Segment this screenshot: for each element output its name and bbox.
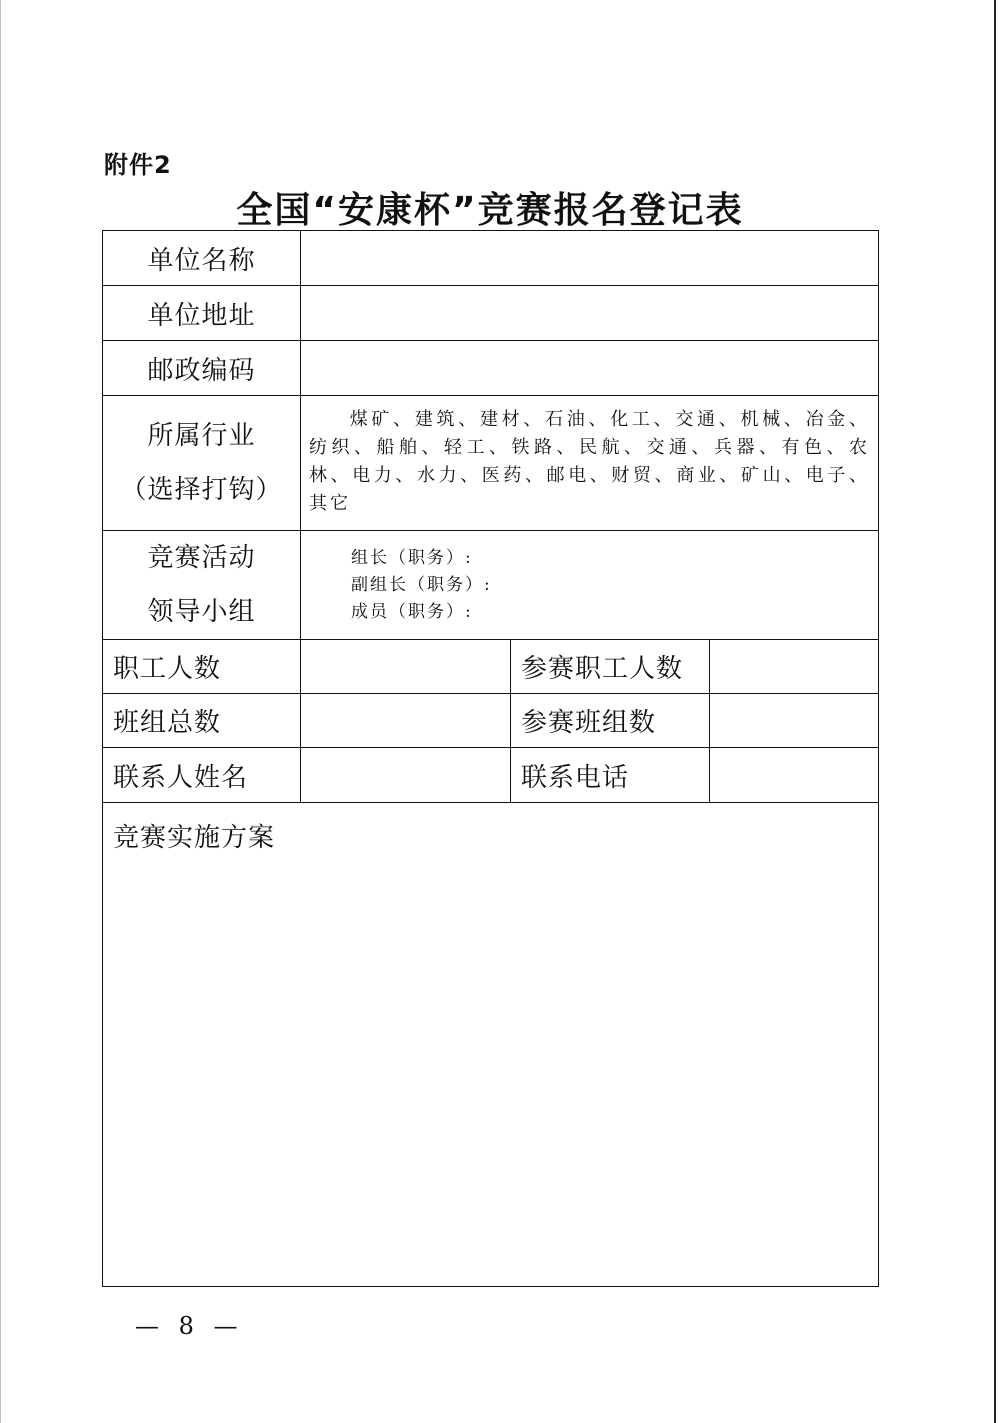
industry-label (103, 396, 301, 531)
leader-group-label (103, 531, 301, 640)
row-unit-name (103, 231, 879, 286)
members-line: 成员（职务）: (351, 601, 473, 622)
row-teams (103, 694, 879, 748)
participating-teams-field[interactable] (710, 694, 879, 748)
leader-group-field[interactable] (301, 531, 879, 640)
page-edge (994, 0, 1000, 1423)
industry-label-line1: 所属行业 (147, 421, 256, 451)
industry-label-line2: （选择打钩） (120, 475, 283, 505)
industry-options-field[interactable] (301, 396, 879, 531)
unit-name-field[interactable] (301, 231, 879, 286)
team-total-label: 班组总数 (103, 694, 301, 748)
row-postal-code (103, 341, 879, 396)
implementation-plan-field[interactable] (103, 803, 879, 1287)
attachment-label: 附件2 (104, 151, 172, 179)
leader-group-label-line2: 领导小组 (147, 597, 256, 627)
unit-address-field[interactable] (301, 286, 879, 341)
participating-staff-label: 参赛职工人数 (511, 640, 710, 694)
industry-options-text: 煤矿、建筑、建材、石油、化工、交通、机械、冶金、纺织、船舶、轻工、铁路、民航、交通、兵器、有色、农林、电力、水力、医药、邮电、财贸、商业、矿山、电子、其它 (309, 409, 871, 514)
row-leader-group (103, 531, 879, 640)
page-number: — 8 — (135, 1312, 244, 1340)
row-implementation-plan (103, 803, 879, 1287)
team-total-field[interactable] (301, 694, 511, 748)
unit-name-label: 单位名称 (103, 231, 301, 286)
contact-name-field[interactable] (301, 748, 511, 803)
leader-group-label-line1: 竞赛活动 (147, 543, 256, 573)
postal-code-field[interactable] (301, 341, 879, 396)
implementation-plan-label: 竞赛实施方案 (113, 823, 276, 853)
row-industry (103, 396, 879, 531)
postal-code-label: 邮政编码 (103, 341, 301, 396)
contact-name-label: 联系人姓名 (103, 748, 301, 803)
deputy-leader-line: 副组长（职务）: (351, 574, 492, 595)
participating-staff-field[interactable] (710, 640, 879, 694)
contact-phone-field[interactable] (710, 748, 879, 803)
row-unit-address (103, 286, 879, 341)
form-title: 全国“安康杯”竞赛报名登记表 (236, 190, 744, 231)
leader-line: 组长（职务）: (351, 547, 473, 568)
staff-count-field[interactable] (301, 640, 511, 694)
staff-count-label: 职工人数 (103, 640, 301, 694)
unit-address-label: 单位地址 (103, 286, 301, 341)
participating-teams-label: 参赛班组数 (511, 694, 710, 748)
registration-form (102, 230, 879, 1287)
row-staff (103, 640, 879, 694)
contact-phone-label: 联系电话 (511, 748, 710, 803)
row-contact (103, 748, 879, 803)
